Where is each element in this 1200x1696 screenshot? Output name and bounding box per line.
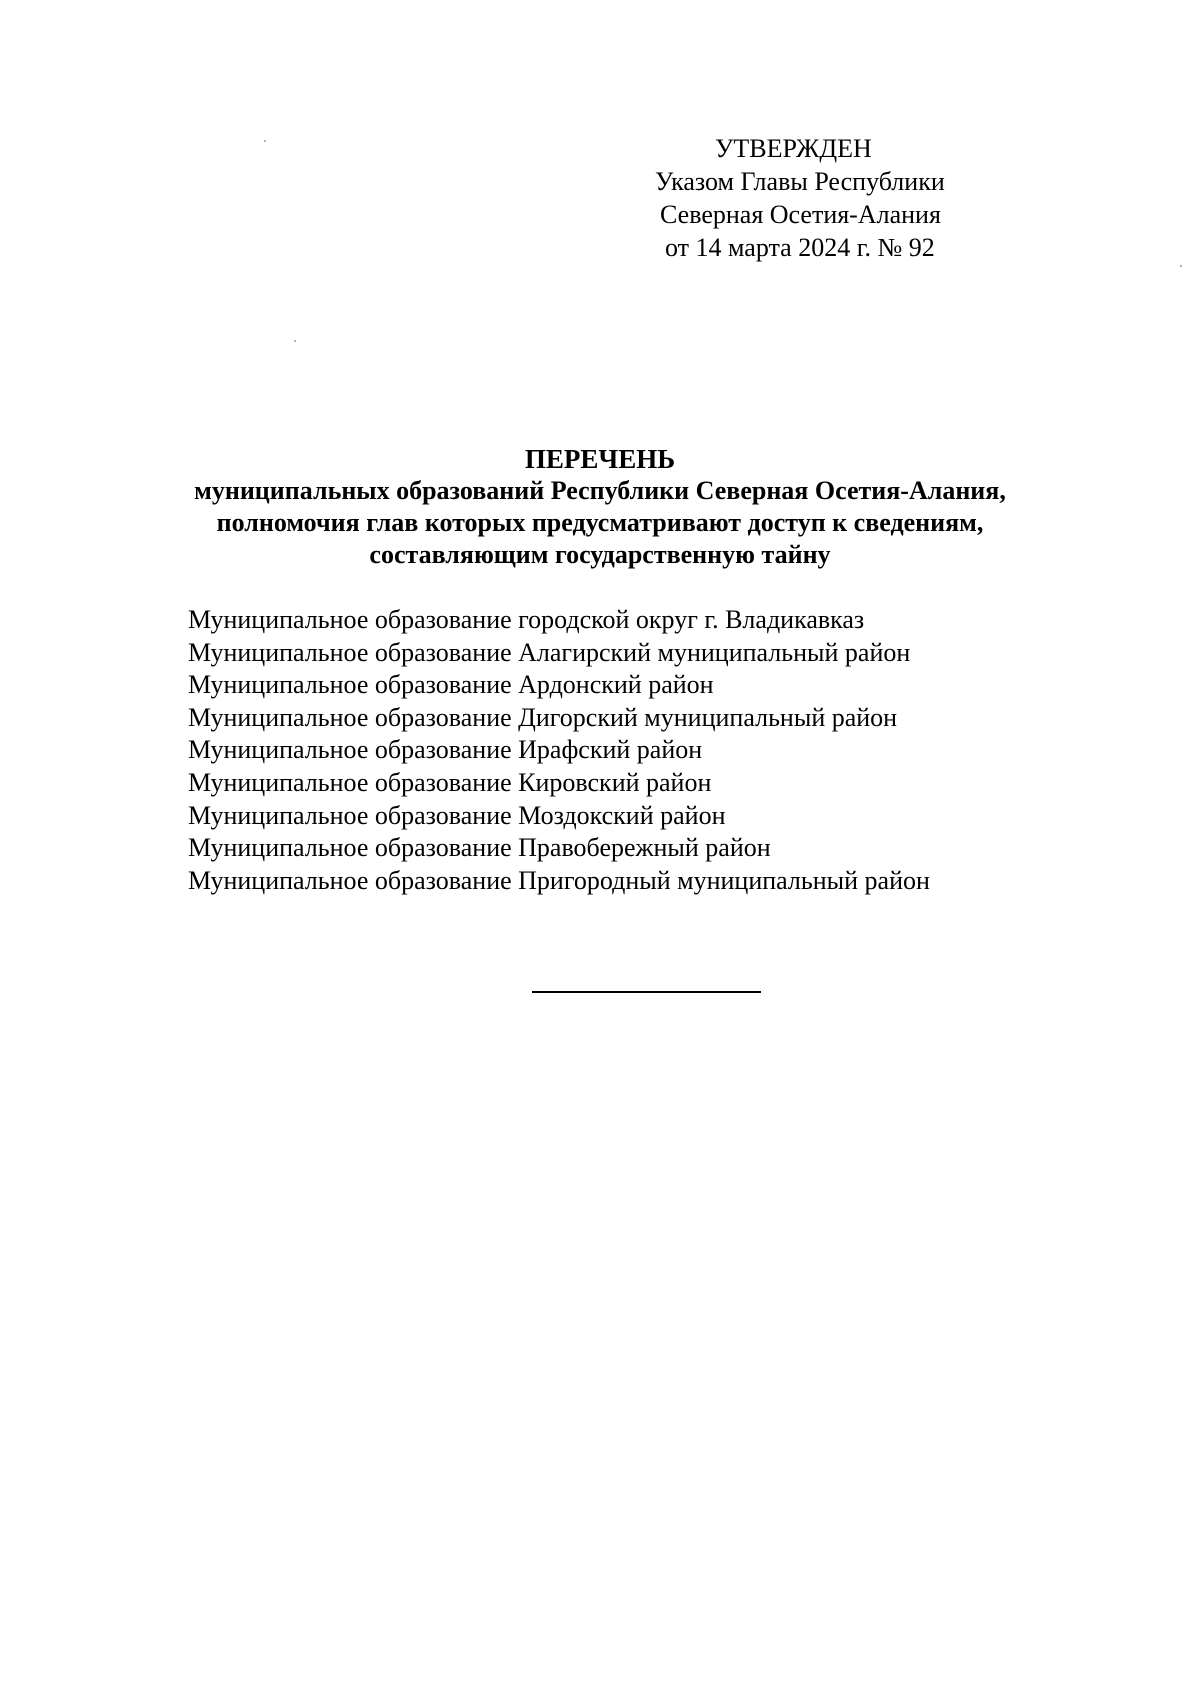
list-item: Муниципальное образование Кировский район — [188, 767, 712, 797]
title-subtitle-line-2: полномочия глав которых предусматривают доступ к сведениям, — [216, 508, 984, 537]
list-item: Муниципальное образование Алагирский муниципальный район — [188, 637, 911, 667]
list-item: Муниципальное образование Ардонский район — [188, 670, 714, 700]
scan-speck — [1180, 265, 1182, 267]
approval-line-decree: Указом Главы Республики — [655, 167, 945, 196]
title-subtitle-line-1: муниципальных образований Республики Северная Осетия-Алания, — [194, 476, 1006, 505]
list-item: Муниципальное образование Дигорский муниципальный район — [188, 702, 898, 732]
list-item: Муниципальное образование Правобережный район — [188, 833, 771, 863]
title-heading: ПЕРЕЧЕНЬ — [524, 444, 676, 474]
closing-rule — [532, 991, 761, 993]
list-item: Муниципальное образование Ирафский район — [188, 735, 703, 765]
approval-line-republic: Северная Осетия-Алания — [660, 200, 941, 229]
scan-speck — [294, 340, 296, 342]
list-item: Муниципальное образование Пригородный муниципальный район — [188, 865, 930, 895]
list-item: Муниципальное образование городской округ г. Владикавказ — [188, 605, 865, 634]
approval-stamp — [655, 132, 1035, 264]
document-title — [150, 443, 1050, 571]
scan-speck — [264, 140, 266, 142]
municipality-list — [188, 604, 1088, 897]
approval-line-approved: УТВЕРЖДЕН — [715, 134, 872, 163]
title-subtitle-line-3: составляющим государственную тайну — [369, 540, 831, 569]
approval-line-date: от 14 марта 2024 г. № 92 — [665, 233, 935, 262]
list-item: Муниципальное образование Моздокский район — [188, 800, 726, 830]
